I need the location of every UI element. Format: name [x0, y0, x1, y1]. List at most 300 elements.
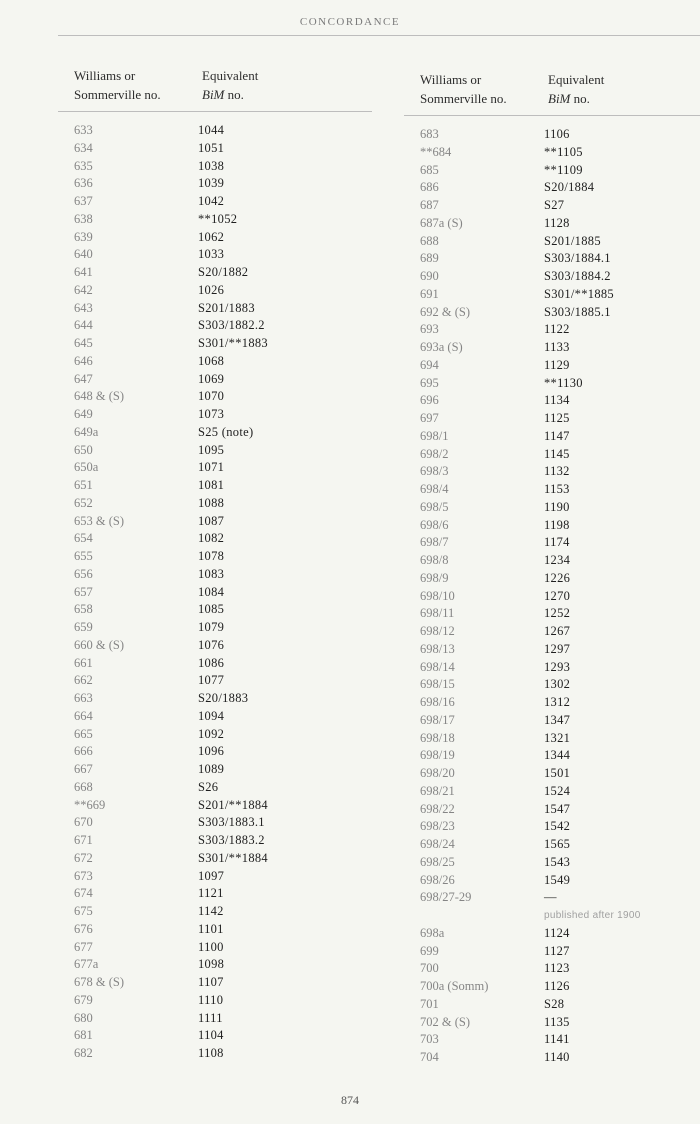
bim-no: 1147	[544, 428, 570, 443]
williams-sommerville-no: 698/27-29	[420, 890, 472, 905]
bim-no: 1101	[198, 921, 224, 936]
bim-no: **1109	[544, 162, 583, 177]
table-row	[58, 246, 372, 264]
table-row	[58, 868, 372, 886]
williams-sommerville-no: 667	[74, 762, 93, 776]
table-row	[58, 566, 372, 584]
table-row	[58, 406, 372, 424]
bim-no: S26	[198, 779, 219, 794]
table-row	[404, 481, 700, 499]
williams-sommerville-no: 695	[420, 375, 439, 390]
williams-sommerville-no: 636	[74, 176, 93, 191]
table-row	[404, 162, 700, 180]
williams-sommerville-no: 685	[420, 162, 439, 177]
williams-sommerville-no: 698/4	[420, 482, 449, 496]
bim-no: 1129	[544, 357, 570, 372]
bim-no: 1321	[544, 730, 571, 745]
page-number: 874	[341, 1093, 359, 1107]
header-b-italic: BiM	[548, 91, 571, 106]
table-row	[58, 140, 372, 158]
table-row	[58, 708, 372, 726]
williams-sommerville-no: 678 & (S)	[74, 975, 124, 989]
williams-sommerville-no: 638	[74, 211, 93, 226]
table-row	[404, 854, 700, 872]
table-row	[404, 605, 700, 623]
bim-no: 1106	[544, 127, 570, 141]
williams-sommerville-no: 698/12	[420, 624, 455, 638]
bim-no: 1111	[198, 1010, 223, 1025]
bim-no: 1142	[198, 904, 224, 918]
header-a-line2: Sommerville no.	[74, 87, 161, 102]
table-row	[404, 268, 700, 286]
williams-sommerville-no: 698/1	[420, 428, 449, 443]
column-header-rule	[58, 111, 372, 112]
williams-sommerville-no: 665	[74, 726, 93, 741]
bim-no: 1042	[198, 194, 225, 208]
williams-sommerville-no: 635	[74, 158, 93, 173]
williams-sommerville-no: 649	[74, 407, 93, 421]
bim-no: 1501	[544, 766, 571, 780]
table-row	[58, 690, 372, 708]
bim-no: **1105	[544, 144, 583, 159]
williams-sommerville-no: 661	[74, 655, 93, 670]
table-row	[58, 353, 372, 371]
williams-sommerville-no: **684	[420, 144, 452, 159]
bim-no: S301/**1883	[198, 336, 268, 350]
bim-no: 1107	[198, 975, 224, 989]
table-row	[58, 193, 372, 211]
table-row	[404, 144, 700, 162]
table-row	[58, 300, 372, 318]
table-row	[404, 570, 700, 588]
williams-sommerville-no: 698/15	[420, 677, 455, 692]
williams-sommerville-no: 679	[74, 992, 93, 1007]
bim-no: 1524	[544, 783, 571, 798]
table-row	[404, 694, 700, 712]
table-row	[404, 233, 700, 251]
williams-sommerville-no: 637	[74, 194, 93, 208]
williams-sommerville-no: 668	[74, 779, 93, 794]
bim-no: 1234	[544, 553, 571, 567]
table-row	[58, 992, 372, 1010]
header-b-italic: BiM	[202, 87, 225, 102]
bim-no: 1293	[544, 659, 571, 674]
bim-no: S201/**1884	[198, 797, 268, 812]
williams-sommerville-no: 701	[420, 996, 439, 1011]
table-row	[58, 513, 372, 531]
table-row	[404, 872, 700, 890]
bim-no: 1226	[544, 570, 571, 585]
published-note: published after 1900	[544, 910, 641, 921]
table-row	[58, 122, 372, 140]
table-row	[404, 1031, 700, 1049]
bim-no: S303/1882.2	[198, 318, 265, 333]
williams-sommerville-no: 633	[74, 123, 93, 137]
williams-sommerville-no: 683	[420, 127, 439, 141]
williams-sommerville-no: 690	[420, 269, 439, 283]
table-row	[58, 1045, 372, 1063]
williams-sommerville-no: 657	[74, 584, 93, 599]
bim-no: 1071	[198, 460, 225, 475]
williams-sommerville-no: 692 & (S)	[420, 304, 470, 319]
bim-no: S303/1883.2	[198, 833, 265, 847]
bim-no: 1134	[544, 393, 570, 408]
bim-no: 1083	[198, 566, 225, 581]
table-row	[404, 179, 700, 197]
bim-no: S20/1882	[198, 265, 249, 279]
bim-no: 1344	[544, 748, 571, 763]
williams-sommerville-no: 640	[74, 247, 93, 262]
table-row	[58, 779, 372, 797]
williams-sommerville-no: 647	[74, 371, 93, 386]
table-row	[58, 956, 372, 974]
running-head: CONCORDANCE	[299, 16, 401, 28]
bim-no: 1302	[544, 677, 571, 692]
table-row	[404, 925, 700, 943]
bim-no: 1135	[544, 1014, 570, 1029]
bim-no: 1079	[198, 620, 225, 634]
table-row	[404, 943, 700, 961]
williams-sommerville-no: 677a	[74, 957, 99, 972]
williams-sommerville-no: 698/17	[420, 712, 455, 727]
table-row	[404, 907, 700, 925]
header-b-line2	[548, 89, 604, 108]
williams-sommerville-no: 649a	[74, 424, 99, 439]
concordance-rows-left	[58, 122, 372, 1063]
table-row	[404, 446, 700, 464]
bim-no: 1081	[198, 478, 225, 492]
bim-no: 1190	[544, 499, 570, 514]
header-b-line2	[202, 85, 258, 104]
bim-no: 1088	[198, 495, 225, 510]
bim-no: S303/1884.1	[544, 251, 611, 266]
table-row	[404, 978, 700, 996]
bim-no: 1082	[198, 531, 225, 546]
williams-sommerville-no: 646	[74, 353, 93, 368]
table-row	[58, 175, 372, 193]
bim-no: 1297	[544, 641, 571, 656]
bim-no: 1140	[544, 1050, 570, 1064]
williams-sommerville-no: 698/8	[420, 553, 449, 567]
bim-no: 1094	[198, 708, 225, 723]
bim-no: 1121	[198, 886, 224, 901]
williams-sommerville-no: 686	[420, 180, 439, 195]
bim-no: 1097	[198, 868, 225, 883]
table-row	[58, 477, 372, 495]
concordance-column-right	[404, 70, 700, 1067]
bim-no: 1039	[198, 176, 225, 191]
williams-sommerville-no: 697	[420, 411, 439, 425]
williams-sommerville-no: 681	[74, 1028, 93, 1043]
bim-no: S301/**1885	[544, 286, 614, 301]
bim-no: 1110	[198, 992, 224, 1007]
williams-sommerville-no: 676	[74, 921, 93, 936]
bim-no: 1084	[198, 584, 225, 599]
table-row	[58, 371, 372, 389]
williams-sommerville-no: 650	[74, 442, 93, 457]
williams-sommerville-no: 677	[74, 939, 93, 954]
bim-no: 1076	[198, 637, 225, 652]
table-row	[404, 889, 700, 907]
williams-sommerville-no: 680	[74, 1010, 93, 1025]
williams-sommerville-no: 698/3	[420, 464, 449, 479]
williams-sommerville-no: 672	[74, 850, 93, 865]
bim-no: 1086	[198, 655, 225, 670]
table-row	[58, 211, 372, 229]
table-row	[404, 463, 700, 481]
bim-no: S201/1885	[544, 233, 601, 248]
header-williams-sommerville	[58, 66, 202, 104]
williams-sommerville-no: 656	[74, 566, 93, 581]
williams-sommerville-no: 658	[74, 602, 93, 617]
williams-sommerville-no: 699	[420, 943, 439, 958]
bim-no: 1108	[198, 1046, 224, 1060]
bim-no: 1270	[544, 588, 571, 603]
header-williams-sommerville	[404, 70, 548, 108]
williams-sommerville-no: 671	[74, 833, 93, 847]
williams-sommerville-no: 698/10	[420, 588, 455, 603]
williams-sommerville-no: 700a (Somm)	[420, 979, 489, 993]
bim-no: 1347	[544, 712, 571, 727]
table-row	[58, 1027, 372, 1045]
bim-no: S28	[544, 996, 565, 1011]
bim-no: 1565	[544, 837, 571, 851]
table-row	[404, 783, 700, 801]
bim-no: 1153	[544, 482, 570, 496]
header-b-rest: no.	[224, 87, 244, 102]
williams-sommerville-no: 698/16	[420, 695, 455, 709]
table-row	[58, 264, 372, 282]
table-row	[404, 357, 700, 375]
williams-sommerville-no: 662	[74, 673, 93, 688]
table-row	[58, 495, 372, 513]
bim-no: 1124	[544, 925, 570, 940]
table-row	[404, 534, 700, 552]
column-header-rule	[404, 115, 700, 116]
bim-no: 1044	[198, 123, 225, 137]
table-row	[404, 818, 700, 836]
bim-no: 1095	[198, 442, 225, 457]
williams-sommerville-no: 664	[74, 708, 93, 723]
table-row	[404, 996, 700, 1014]
williams-sommerville-no: 644	[74, 318, 93, 333]
header-a-line1: Williams or	[420, 72, 482, 87]
williams-sommerville-no: 643	[74, 300, 93, 315]
williams-sommerville-no: 673	[74, 868, 93, 883]
table-row	[58, 672, 372, 690]
table-row	[58, 388, 372, 406]
bim-no: 1542	[544, 819, 571, 834]
williams-sommerville-no: 648 & (S)	[74, 389, 124, 404]
table-row	[58, 743, 372, 761]
williams-sommerville-no: 687	[420, 198, 439, 212]
williams-sommerville-no: 694	[420, 357, 439, 372]
bim-no: 1026	[198, 282, 225, 297]
williams-sommerville-no: 687a (S)	[420, 215, 463, 230]
table-row	[58, 584, 372, 602]
header-a-line2: Sommerville no.	[420, 91, 507, 106]
table-row	[404, 801, 700, 819]
concordance-rows-right	[404, 126, 700, 1067]
table-row	[404, 730, 700, 748]
table-row	[404, 641, 700, 659]
table-row	[58, 832, 372, 850]
table-row	[404, 676, 700, 694]
williams-sommerville-no: 698/11	[420, 606, 455, 621]
table-row	[404, 960, 700, 978]
bim-no: 1141	[544, 1032, 570, 1047]
williams-sommerville-no: 654	[74, 531, 93, 546]
williams-sommerville-no: 693	[420, 322, 439, 337]
bim-no: S20/1884	[544, 180, 595, 195]
header-a-line1: Williams or	[74, 68, 136, 83]
williams-sommerville-no: 703	[420, 1032, 439, 1047]
williams-sommerville-no: 659	[74, 620, 93, 634]
bim-no: S301/**1884	[198, 850, 268, 865]
williams-sommerville-no: 660 & (S)	[74, 637, 124, 652]
williams-sommerville-no: 704	[420, 1050, 439, 1064]
table-row	[58, 158, 372, 176]
table-row	[58, 530, 372, 548]
williams-sommerville-no: 698/5	[420, 499, 449, 514]
bim-no: S303/1883.1	[198, 815, 265, 830]
table-row	[404, 517, 700, 535]
williams-sommerville-no: 698/7	[420, 535, 449, 550]
table-row	[58, 903, 372, 921]
williams-sommerville-no: 696	[420, 393, 439, 408]
bim-no: 1549	[544, 872, 571, 887]
williams-sommerville-no: 689	[420, 251, 439, 266]
table-row	[404, 428, 700, 446]
bim-no: 1127	[544, 943, 570, 958]
williams-sommerville-no: 634	[74, 140, 93, 155]
williams-sommerville-no: 666	[74, 744, 93, 759]
bim-no: 1126	[544, 979, 570, 993]
table-row	[404, 410, 700, 428]
bim-no: 1100	[198, 939, 224, 954]
williams-sommerville-no: 698/25	[420, 854, 455, 869]
williams-sommerville-no: 670	[74, 815, 93, 830]
bim-no: 1125	[544, 411, 570, 425]
table-row	[58, 459, 372, 477]
williams-sommerville-no: 639	[74, 229, 93, 244]
table-row	[404, 1014, 700, 1032]
table-row	[58, 939, 372, 957]
bim-no: 1145	[544, 446, 570, 461]
table-row	[58, 282, 372, 300]
bim-no: S303/1884.2	[544, 269, 611, 283]
williams-sommerville-no: 645	[74, 336, 93, 350]
williams-sommerville-no: 698/6	[420, 517, 449, 532]
header-b-rest: no.	[570, 91, 590, 106]
table-row	[404, 197, 700, 215]
bim-no: 1089	[198, 762, 225, 776]
williams-sommerville-no: 675	[74, 904, 93, 918]
table-row	[58, 974, 372, 992]
williams-sommerville-no: 702 & (S)	[420, 1014, 470, 1029]
williams-sommerville-no	[404, 907, 544, 925]
bim-no: S201/1883	[198, 300, 255, 315]
table-row	[58, 850, 372, 868]
table-row	[58, 601, 372, 619]
williams-sommerville-no: 698/22	[420, 801, 455, 816]
table-row	[58, 761, 372, 779]
table-row	[404, 623, 700, 641]
bim-no: 1098	[198, 957, 225, 972]
williams-sommerville-no: 698/23	[420, 819, 455, 834]
header-b-line1: Equivalent	[202, 68, 259, 83]
williams-sommerville-no: 652	[74, 495, 93, 510]
bim-no: 1543	[544, 854, 571, 869]
header-equivalent-bim	[548, 70, 604, 108]
bim-no: 1174	[544, 535, 570, 550]
table-row	[404, 552, 700, 570]
bim-no: **1130	[544, 375, 583, 390]
williams-sommerville-no: 663	[74, 691, 93, 705]
table-row	[404, 747, 700, 765]
bim-no: S25 (note)	[198, 424, 254, 439]
table-row	[404, 765, 700, 783]
column-header	[404, 70, 700, 108]
bim-no: **1052	[198, 211, 238, 226]
bim-no: 1051	[198, 140, 225, 155]
williams-sommerville-no: 698/9	[420, 570, 449, 585]
table-row	[404, 499, 700, 517]
table-row	[58, 442, 372, 460]
table-row	[58, 921, 372, 939]
table-row	[404, 321, 700, 339]
bim-no: 1128	[544, 215, 570, 230]
table-row	[404, 286, 700, 304]
williams-sommerville-no: 653 & (S)	[74, 513, 124, 528]
table-row	[58, 885, 372, 903]
table-row	[404, 215, 700, 233]
bim-no: 1123	[544, 961, 570, 976]
bim-no: 1096	[198, 744, 225, 759]
table-row	[58, 317, 372, 335]
williams-sommerville-no: 698a	[420, 925, 445, 940]
header-equivalent-bim	[202, 66, 258, 104]
table-row	[404, 1049, 700, 1067]
bim-no: 1267	[544, 624, 571, 638]
williams-sommerville-no: 651	[74, 478, 93, 492]
table-row	[58, 619, 372, 637]
table-row	[404, 392, 700, 410]
williams-sommerville-no: **669	[74, 797, 106, 812]
bim-no: 1073	[198, 407, 225, 421]
bim-no: 1087	[198, 513, 225, 528]
table-row	[58, 229, 372, 247]
bim-no: 1070	[198, 389, 225, 404]
table-row	[404, 836, 700, 854]
bim-no: S20/1883	[198, 691, 249, 705]
williams-sommerville-no: 691	[420, 286, 439, 301]
bim-no: 1132	[544, 464, 570, 479]
bim-no: 1547	[544, 801, 571, 816]
bim-no: 1078	[198, 549, 225, 563]
bim-no: 1038	[198, 158, 225, 173]
running-head-rule	[58, 35, 700, 36]
bim-no: 1312	[544, 695, 571, 709]
table-row	[404, 712, 700, 730]
bim-no: 1077	[198, 673, 225, 688]
table-row	[404, 588, 700, 606]
williams-sommerville-no: 698/24	[420, 837, 455, 851]
table-row	[404, 339, 700, 357]
bim-no: 1198	[544, 517, 570, 532]
williams-sommerville-no: 698/14	[420, 659, 455, 674]
bim-no: 1068	[198, 353, 225, 368]
